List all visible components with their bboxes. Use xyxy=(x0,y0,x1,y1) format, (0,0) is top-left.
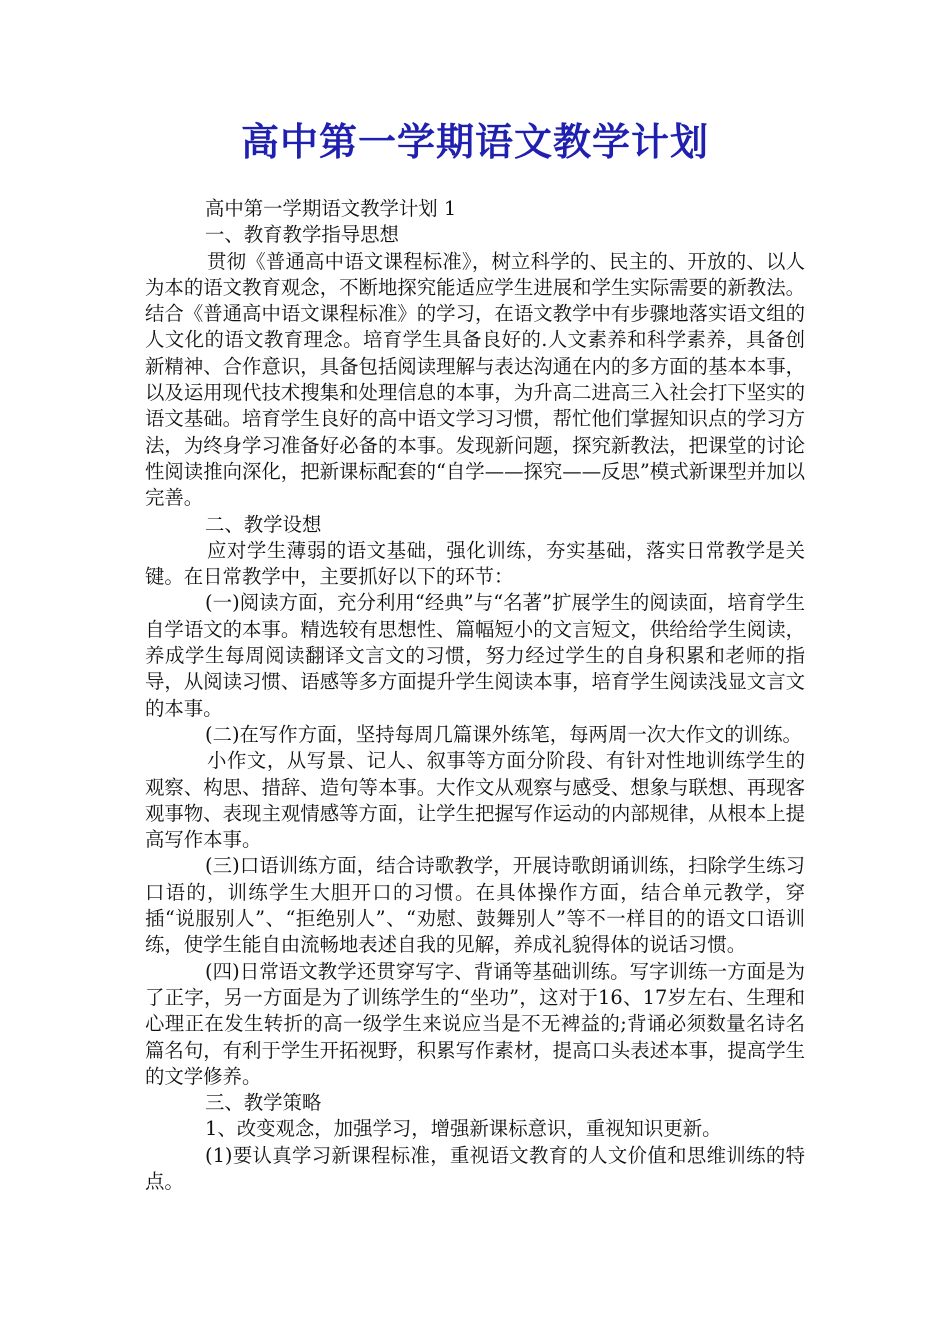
paragraph: 贯彻《普通高中语文课程标准》，树立科学的、民主的、开放的、以人为本的语文教育观念，不断地探究能适应学生进展和学生实际需要的新教法。结合《普通高中语文课程标准》的学习，在语文教学中有步骤地落实语文组的人文化的语文教育理念。培育学生具备良好的.人文素养和科学素养，具备创新精神、合作意识，具备包括阅读理解与表达沟通在内的多方面的基本本事，以及运用现代技术搜集和处理信息的本事，为升高二进高三入社会打下坚实的语文基础。培育学生良好的高中语文学习习惯，帮忙他们掌握知识点的学习方法，为终身学习准备好必备的本事。发现新问题，探究新教法，把课堂的讨论性阅读推向深化，把新课标配套的“自学——探究——反思”模式新课型并加以完善。 xyxy=(145,249,805,510)
paragraph: (三)口语训练方面，结合诗歌教学，开展诗歌朗诵训练，扫除学生练习口语的，训练学生大胆开口的习惯。在具体操作方面，结合单元教学，穿插“说服别人”、“拒绝别人”、“劝慰、鼓舞别人”等不一样目的的语文口语训练，使学生能自由流畅地表述自我的见解，养成礼貌得体的说话习惯。 xyxy=(145,854,805,957)
paragraph: (四)日常语文教学还贯穿写字、背诵等基础训练。写字训练一方面是为了正字，另一方面是为了训练学生的“坐功”，这对于16、17岁左右、生理和心理正在发生转折的高一级学生来说应当是不无裨益的;背诵必须数量名诗名篇名句，有利于学生开拓视野，积累写作素材，提高口头表述本事，提高学生的文学修养。 xyxy=(145,959,805,1088)
section-heading: 二、教学设想 xyxy=(205,512,322,536)
paragraph: 1、改变观念，加强学习，增强新课标意识，重视知识更新。 xyxy=(205,1117,722,1141)
paragraph: (一)阅读方面，充分利用“经典”与“名著”扩展学生的阅读面，培育学生自学语文的本事。精选较有思想性、篇幅短小的文言短文，供给给学生阅读，养成学生每周阅读翻译文言文的习惯，努力经过学生的自身积累和老师的指导，从阅读习惯、语感等多方面提升学生阅读本事，培育学生阅读浅显文言文的本事。 xyxy=(145,591,805,720)
section-heading: 一、教育教学指导思想 xyxy=(205,223,399,247)
document-body xyxy=(145,196,805,1195)
paragraph: (二)在写作方面，坚持每周几篇课外练笔，每两周一次大作文的训练。 xyxy=(205,722,802,746)
section-heading: 三、教学策略 xyxy=(205,1091,322,1115)
paragraph: (1)要认真学习新课程标准，重视语文教育的人文价值和思维训练的特点。 xyxy=(145,1143,805,1193)
document-title: 高中第一学期语文教学计划 xyxy=(240,119,709,164)
document-subtitle: 高中第一学期语文教学计划 1 xyxy=(205,197,457,220)
paragraph: 小作文，从写景、记人、叙事等方面分阶段、有针对性地训练学生的观察、构思、措辞、造句等本事。大作文从观察与感受、想象与联想、再现客观事物、表现主观情感等方面，让学生把握写作运动的内部规律，从根本上提高写作本事。 xyxy=(145,749,805,852)
paragraph: 应对学生薄弱的语文基础，强化训练，夯实基础，落实日常教学是关键。在日常教学中，主要抓好以下的环节： xyxy=(145,538,805,589)
